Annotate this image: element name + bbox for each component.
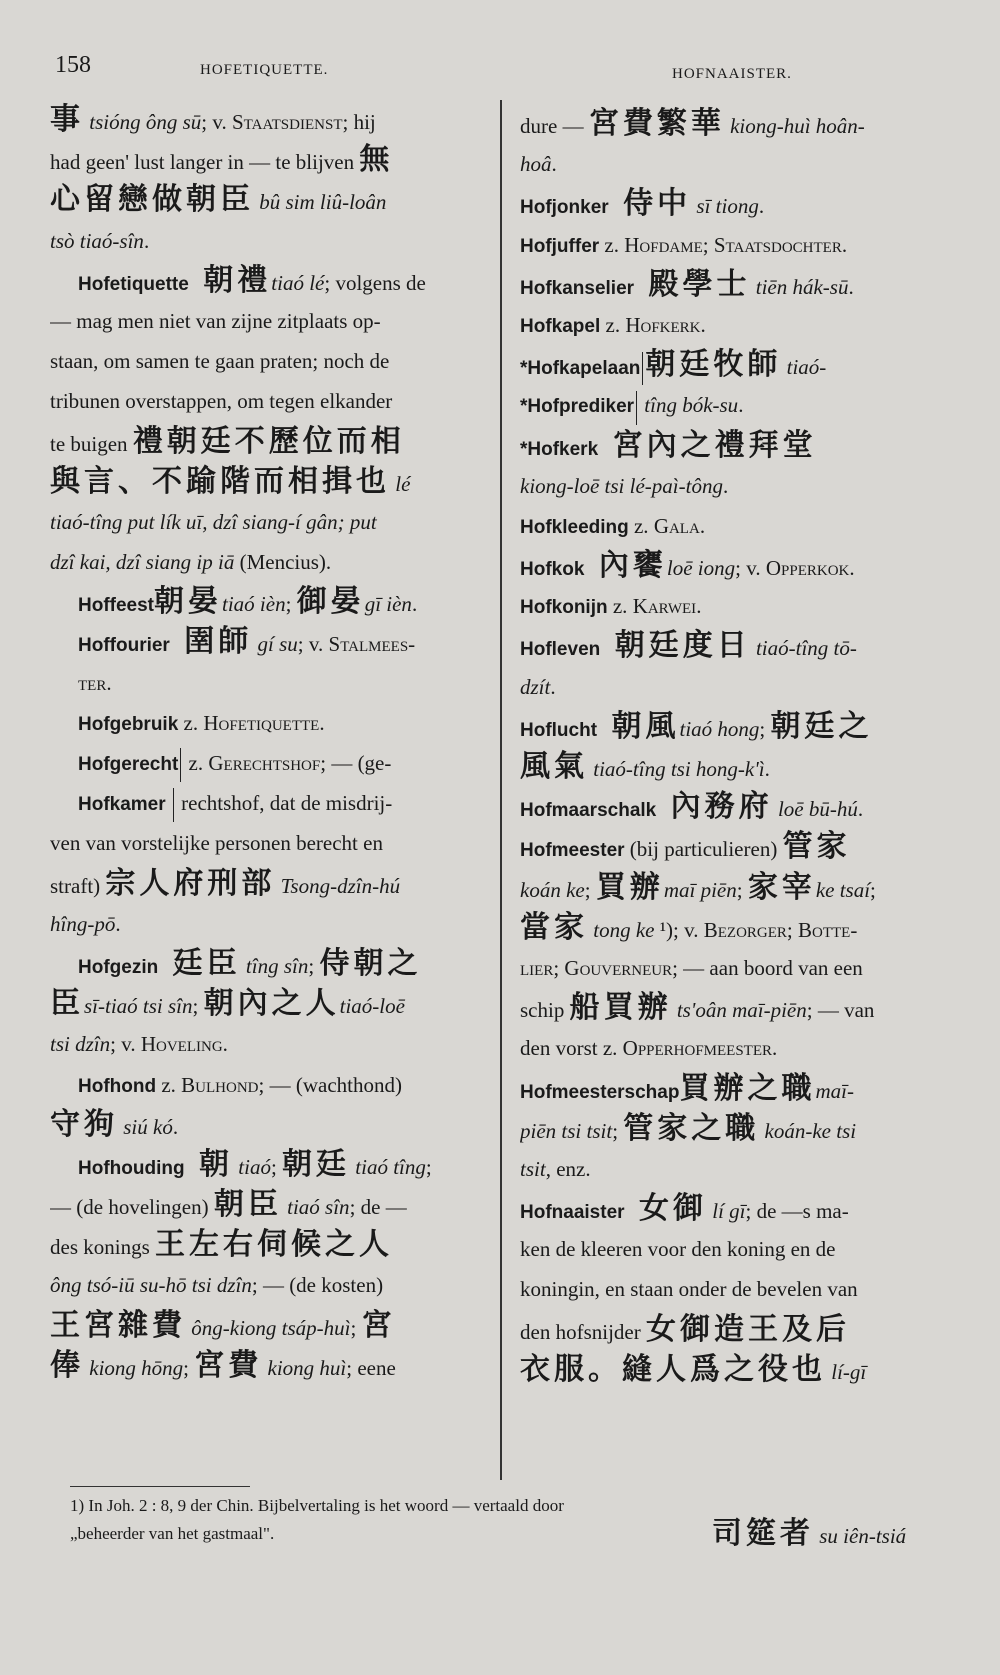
- text-run: [166, 791, 171, 815]
- headword: Hofkapel: [520, 315, 601, 337]
- romanization: tiaó ièn: [222, 592, 286, 617]
- romanization: maī-: [815, 1078, 854, 1103]
- romanization: siú kó: [118, 1114, 173, 1139]
- text-run: straft): [50, 873, 106, 898]
- romanization: koán-ke tsi: [759, 1118, 857, 1143]
- text-line: [520, 747, 950, 787]
- chinese-text: 衣服。縫人爲之役也: [520, 1351, 826, 1387]
- text-line: [50, 743, 490, 783]
- romanization: Tsong-dzîn-hú: [275, 873, 401, 898]
- text-run: z.: [599, 232, 625, 257]
- text-run: ; — aan boord van een: [672, 955, 863, 980]
- text-run: z.: [600, 312, 626, 337]
- text-line: [50, 582, 490, 622]
- chinese-text: 家宰: [747, 869, 816, 905]
- chinese-text: 王左右伺候之人: [155, 1227, 393, 1263]
- headword: Hofkanselier: [520, 277, 635, 299]
- text-line: [50, 341, 490, 381]
- headword: Hofnaaister: [520, 1202, 625, 1224]
- text-run: .: [106, 670, 112, 695]
- text-run: ; volgens de: [324, 270, 426, 295]
- text-line: [520, 466, 950, 506]
- chinese-text: 朝風: [597, 708, 680, 744]
- text-run: .: [550, 674, 556, 699]
- chinese-text: 宮內之禮拜堂: [598, 427, 817, 463]
- chinese-text: 內饔: [584, 548, 667, 584]
- text-run: ;: [192, 994, 204, 1019]
- chinese-text: 朝: [184, 1146, 234, 1182]
- headword: Hofjuffer: [520, 235, 600, 257]
- headword: Hofjonker: [520, 197, 609, 219]
- text-run: den vorst z.: [520, 1036, 623, 1061]
- text-run: .: [849, 556, 855, 581]
- text-run: z.: [607, 594, 633, 619]
- chinese-text: 宮: [361, 1307, 396, 1343]
- text-line: [50, 1105, 490, 1145]
- text-line: [520, 1189, 950, 1229]
- text-run: ; v.: [201, 110, 232, 134]
- romanization: lé: [390, 471, 411, 496]
- left-running-head: HOFETIQUETTE.: [200, 62, 329, 78]
- cross-reference: Hoveling: [140, 1032, 223, 1057]
- text-line: [520, 1310, 950, 1350]
- text-run: ;: [553, 955, 565, 980]
- text-run: .: [700, 312, 706, 337]
- text-run: — (de hovelingen): [50, 1195, 214, 1220]
- romanization: tiaó-loē: [339, 994, 405, 1019]
- romanization: lí-gī: [826, 1359, 867, 1384]
- text-run: ken de kleeren voor den koning en de: [520, 1237, 836, 1262]
- text-line: [520, 426, 950, 466]
- right-running-head: HOFNAAISTER.: [672, 66, 792, 82]
- chinese-text: 內務府: [656, 789, 773, 825]
- chinese-text: 王宮雜費: [50, 1307, 186, 1343]
- text-run: ; hij: [342, 110, 376, 134]
- headword: *Hofprediker: [520, 396, 635, 418]
- text-run: ;: [736, 877, 748, 902]
- text-run: had geen' lust langer in — te blijven: [50, 150, 360, 175]
- text-line: [50, 100, 490, 140]
- text-line: [520, 948, 950, 988]
- column-divider: [500, 100, 502, 1480]
- text-run: ven van vorstelijke personen berecht en: [50, 831, 383, 856]
- chinese-text: 女御: [624, 1191, 707, 1227]
- chinese-text: 女御造王及后: [645, 1311, 850, 1347]
- chinese-text: 殿學士: [634, 266, 751, 302]
- text-run: .: [319, 710, 325, 735]
- romanization: kiong hōng: [84, 1355, 184, 1380]
- text-line: [50, 1145, 490, 1185]
- chinese-text: 御晏: [296, 584, 365, 620]
- chinese-text: 臣: [50, 986, 84, 1022]
- left-column: [50, 100, 490, 1386]
- text-line: [50, 422, 490, 462]
- text-line: [50, 984, 490, 1024]
- text-line: [50, 1024, 490, 1064]
- brace: [180, 748, 181, 782]
- text-run: ;: [350, 1315, 362, 1340]
- romanization: tsi dzîn: [50, 1032, 111, 1057]
- chinese-text: 朝廷之: [770, 708, 873, 744]
- romanization: tiaó tîng: [350, 1154, 426, 1179]
- text-run: ;: [285, 592, 297, 617]
- cross-reference: Bezorger; Botte-: [703, 917, 858, 942]
- text-run: ;: [759, 716, 771, 741]
- romanization: tiaó-tîng tō-: [750, 636, 857, 661]
- romanization: kiong-loē tsi lé-paì-tông: [520, 473, 723, 498]
- text-run: ; v.: [297, 632, 329, 657]
- chinese-text: 宮費繁華: [588, 106, 725, 141]
- chinese-text: 管家之職: [623, 1110, 760, 1146]
- headword: Hoffeest: [78, 595, 155, 617]
- text-line: [50, 1346, 490, 1386]
- text-run: ;: [270, 1154, 283, 1179]
- text-run: .: [738, 393, 744, 418]
- text-line: [50, 462, 490, 502]
- text-run: (bij particulieren): [624, 837, 783, 862]
- text-run: .: [551, 152, 557, 177]
- text-run: ;: [308, 953, 320, 978]
- text-line: [520, 1149, 950, 1189]
- text-run: .: [857, 797, 864, 822]
- chinese-text: 心留戀做朝臣: [50, 182, 254, 218]
- romanization: tîng bók-su: [639, 393, 739, 418]
- text-run: .: [696, 594, 702, 619]
- headword: Hofgerecht: [78, 754, 179, 775]
- cross-reference: Hofdame: [624, 232, 703, 257]
- headword: Hoffourier: [78, 635, 170, 657]
- text-run: tribunen overstappen, om tegen elkander: [50, 389, 393, 414]
- romanization: ông-kiong tsáp-huì: [186, 1315, 351, 1340]
- text-line: [520, 305, 950, 345]
- headword: Hofleven: [520, 639, 601, 661]
- text-run: .: [699, 513, 706, 538]
- romanization: gí su: [252, 632, 298, 657]
- text-line: [50, 180, 490, 220]
- footnote-rule: [70, 1486, 250, 1487]
- text-line: [520, 546, 950, 586]
- text-line: [520, 908, 950, 948]
- headword: Hofkleeding: [520, 516, 629, 538]
- text-run: z.: [628, 513, 654, 538]
- text-run: ;: [870, 877, 876, 902]
- romanization: tsióng ông sū: [84, 110, 202, 134]
- text-line: [50, 301, 490, 341]
- footnote-romanization: su iên-tsiá: [814, 1524, 907, 1548]
- text-line: [520, 345, 950, 385]
- headword: Hofhouding: [78, 1157, 185, 1179]
- text-line: [50, 783, 490, 823]
- chinese-text: 俸: [50, 1347, 84, 1383]
- text-run: dure —: [520, 114, 589, 138]
- text-line: [520, 1269, 950, 1309]
- text-line: [50, 904, 490, 944]
- text-run: staan, om samen te gaan praten; noch de: [50, 349, 390, 374]
- footnote-line-1: 1) In Joh. 2 : 8, 9 der Chin. Bijbelvertaling is het woord — vertaald door: [70, 1496, 564, 1515]
- text-line: [520, 988, 950, 1028]
- chinese-text: 買辦之職: [679, 1070, 816, 1106]
- text-run: ;: [183, 1355, 195, 1380]
- headword: Hofmeester: [520, 840, 625, 862]
- text-line: [520, 225, 950, 265]
- headword: Hofmeesterschap: [520, 1081, 680, 1103]
- romanization: tiaó-: [781, 355, 827, 380]
- romanization: hîng-pō: [50, 911, 116, 936]
- text-run: z.: [183, 751, 209, 775]
- chinese-text: 與言、不踰階而相揖也: [50, 463, 390, 499]
- romanization: tiaó-tîng tsi hong-k'ì: [588, 757, 765, 781]
- text-line: [520, 104, 950, 144]
- text-line: [520, 1028, 950, 1068]
- headword: Hofgezin: [78, 956, 159, 978]
- text-run: z.: [156, 1072, 182, 1097]
- romanization: lí gī: [706, 1199, 746, 1224]
- cross-reference: Gala: [653, 513, 700, 538]
- text-line: [520, 1350, 950, 1390]
- text-line: [520, 827, 950, 867]
- text-run: .: [758, 194, 765, 219]
- chinese-text: 宗人府刑部: [105, 865, 276, 901]
- footnote-line-2: „beheerder van het gastmaal".: [70, 1524, 275, 1543]
- text-run: ; v.: [735, 556, 766, 581]
- romanization: loē iong: [666, 556, 736, 581]
- brace: [642, 352, 643, 385]
- text-run: ; eene: [346, 1355, 396, 1380]
- chinese-text: 朝臣: [213, 1187, 282, 1223]
- romanization: tîng sîn: [240, 953, 309, 978]
- text-line: [50, 944, 490, 984]
- romanization: dzî kai, dzî siang ip iā: [50, 550, 235, 575]
- text-run: .: [772, 1036, 778, 1061]
- text-run: .: [764, 757, 770, 781]
- chinese-text: 宮費: [194, 1347, 263, 1383]
- romanization: sī-tiaó tsi sîn: [84, 994, 193, 1019]
- cross-reference: Opperkok: [765, 556, 850, 581]
- text-line: [50, 542, 490, 582]
- text-line: [50, 140, 490, 180]
- text-run: ;: [584, 877, 596, 902]
- headword: Hofmaarschalk: [520, 800, 657, 822]
- text-line: [520, 626, 950, 666]
- romanization: ts'oân maī-piēn: [671, 998, 807, 1023]
- text-line: [50, 864, 490, 904]
- cross-reference: Staatsdienst: [232, 110, 343, 134]
- text-run: ; — (wachthond): [258, 1072, 402, 1097]
- chinese-text: 朝晏: [154, 584, 223, 620]
- text-line: [520, 787, 950, 827]
- romanization: sī tiong: [691, 194, 759, 219]
- text-line: [50, 823, 490, 863]
- text-run: .: [143, 228, 150, 253]
- headword: Hofgebruik: [78, 713, 179, 735]
- text-run: ; — (ge-: [320, 751, 392, 775]
- brace: [636, 391, 637, 425]
- text-run: ¹); v.: [654, 917, 704, 942]
- page-number: 158: [55, 52, 91, 78]
- text-line: [520, 265, 950, 305]
- text-line: [50, 1265, 490, 1305]
- chinese-text: 朝廷度日: [600, 628, 751, 664]
- text-run: des konings: [50, 1235, 155, 1260]
- headword: *Hofkapelaan: [520, 358, 641, 380]
- text-run: te buigen: [50, 431, 133, 456]
- text-run: .: [848, 274, 854, 299]
- romanization: kiong-huì hoân-: [724, 114, 865, 138]
- romanization: koán ke: [520, 877, 585, 902]
- text-line: [50, 1306, 490, 1346]
- romanization: tsit: [520, 1156, 546, 1181]
- cross-reference: ter: [78, 670, 107, 695]
- cross-reference: Hofetiquette: [203, 710, 320, 735]
- headword: Hofkamer: [78, 794, 166, 816]
- text-line: [50, 1225, 490, 1265]
- romanization: bû sim liû-loân: [254, 190, 387, 215]
- text-line: [520, 506, 950, 546]
- text-line: [520, 1109, 950, 1149]
- cross-reference: Bulhond: [181, 1072, 259, 1097]
- romanization: tiaó sîn: [281, 1195, 350, 1220]
- brace: [173, 788, 174, 822]
- text-run: z.: [178, 710, 204, 735]
- text-line: [520, 144, 950, 184]
- romanization: tsò tiaó-sîn: [50, 228, 144, 253]
- cross-reference: Staatsdochter: [713, 232, 842, 257]
- text-line: [520, 1229, 950, 1269]
- romanization: tiaó lé: [271, 270, 325, 295]
- chinese-text: 朝內之人: [203, 986, 340, 1022]
- text-run: (Mencius).: [234, 550, 332, 575]
- chinese-text: 侍中: [608, 186, 692, 222]
- chinese-text: 買辦: [595, 869, 664, 905]
- text-run: , enz.: [545, 1156, 591, 1181]
- chinese-text: 無: [359, 142, 394, 178]
- text-line: [50, 381, 490, 421]
- text-run: koningin, en staan onder de bevelen van: [520, 1277, 858, 1302]
- text-run: .: [115, 911, 121, 936]
- chinese-text: 管家: [782, 829, 851, 865]
- chinese-text: 風氣: [520, 749, 588, 784]
- cross-reference: Stalmees-: [328, 632, 416, 657]
- romanization: tiaó: [233, 1154, 271, 1179]
- text-run: ;: [702, 232, 714, 257]
- romanization: piēn tsi tsit: [520, 1118, 613, 1143]
- text-run: .: [222, 1032, 228, 1057]
- text-run: ; — (de kosten): [251, 1273, 384, 1298]
- text-line: [50, 502, 490, 542]
- text-run: ; de —s ma-: [745, 1199, 849, 1224]
- romanization: ke tsaí: [815, 877, 871, 902]
- text-run: den hofsnijder: [520, 1319, 646, 1344]
- text-run: schip: [520, 998, 570, 1023]
- chinese-text: 廷臣: [158, 945, 241, 981]
- text-line: [50, 261, 490, 301]
- text-line: [50, 663, 490, 703]
- text-line: [520, 184, 950, 224]
- chinese-text: 侍朝之: [319, 945, 422, 981]
- text-line: [520, 586, 950, 626]
- text-run: ;: [425, 1154, 432, 1179]
- text-run: ; de —: [349, 1195, 407, 1220]
- right-column: [520, 104, 950, 1390]
- headword: Hoflucht: [520, 719, 598, 741]
- chinese-text: 船買辦: [569, 990, 672, 1026]
- text-run: .: [172, 1114, 179, 1139]
- text-line: [520, 707, 950, 747]
- cross-reference: Gouverneur: [564, 955, 673, 980]
- text-line: [520, 868, 950, 908]
- footnote-hanzi: 司筵者: [712, 1516, 814, 1551]
- cross-reference: Hofkerk: [625, 312, 701, 337]
- headword: Hofetiquette: [78, 273, 189, 295]
- romanization: maī piēn: [663, 877, 737, 902]
- text-line: [50, 622, 490, 662]
- romanization: tiaó hong: [679, 716, 760, 741]
- chinese-text: 圉師: [169, 624, 253, 660]
- romanization: hoâ: [520, 152, 552, 177]
- text-run: — mag men niet van zijne zitplaats op-: [50, 308, 381, 333]
- text-line: [50, 703, 490, 743]
- romanization: tiaó-tîng put lík uī, dzî siang-í gân; put: [50, 509, 377, 534]
- footnote-chinese: [712, 1508, 906, 1552]
- text-line: [520, 385, 950, 425]
- chinese-text: 禮朝廷不歷位而相: [132, 423, 405, 459]
- cross-reference: lier: [520, 955, 554, 980]
- text-line: [50, 1065, 490, 1105]
- romanization: tiēn hák-sū: [750, 274, 849, 299]
- text-run: rechtshof, dat de misdrij-: [175, 791, 393, 816]
- chinese-text: 守狗: [50, 1106, 118, 1142]
- chinese-text: 事: [50, 102, 84, 137]
- chinese-text: 朝禮: [188, 262, 272, 298]
- text-run: .: [722, 473, 729, 498]
- romanization: loē bū-hú: [772, 797, 858, 822]
- text-line: [520, 1069, 950, 1109]
- text-run: .: [411, 592, 418, 617]
- text-run: ;: [612, 1118, 624, 1143]
- text-run: .: [841, 232, 848, 257]
- headword: *Hofkerk: [520, 438, 599, 460]
- headword: Hofkonijn: [520, 597, 608, 619]
- text-line: [50, 1185, 490, 1225]
- text-line: [50, 221, 490, 261]
- text-run: ; v.: [110, 1032, 141, 1057]
- headword: Hofkok: [520, 559, 585, 581]
- romanization: kiong huì: [262, 1355, 347, 1380]
- text-line: [520, 667, 950, 707]
- romanization: tong ke: [588, 917, 655, 942]
- chinese-text: 朝廷: [282, 1146, 351, 1182]
- chinese-text: 朝廷牧師: [645, 347, 782, 383]
- romanization: gī ièn: [364, 592, 412, 617]
- cross-reference: Karwei: [632, 594, 697, 619]
- cross-reference: Gerechtshof: [208, 751, 321, 775]
- headword: Hofhond: [78, 1075, 157, 1097]
- cross-reference: Opperhofmeester: [622, 1036, 773, 1061]
- romanization: dzít: [520, 674, 551, 699]
- chinese-text: 當家: [520, 909, 588, 945]
- romanization: ông tsó-iū su-hō tsi dzîn: [50, 1273, 252, 1298]
- text-run: ; — van: [806, 998, 875, 1023]
